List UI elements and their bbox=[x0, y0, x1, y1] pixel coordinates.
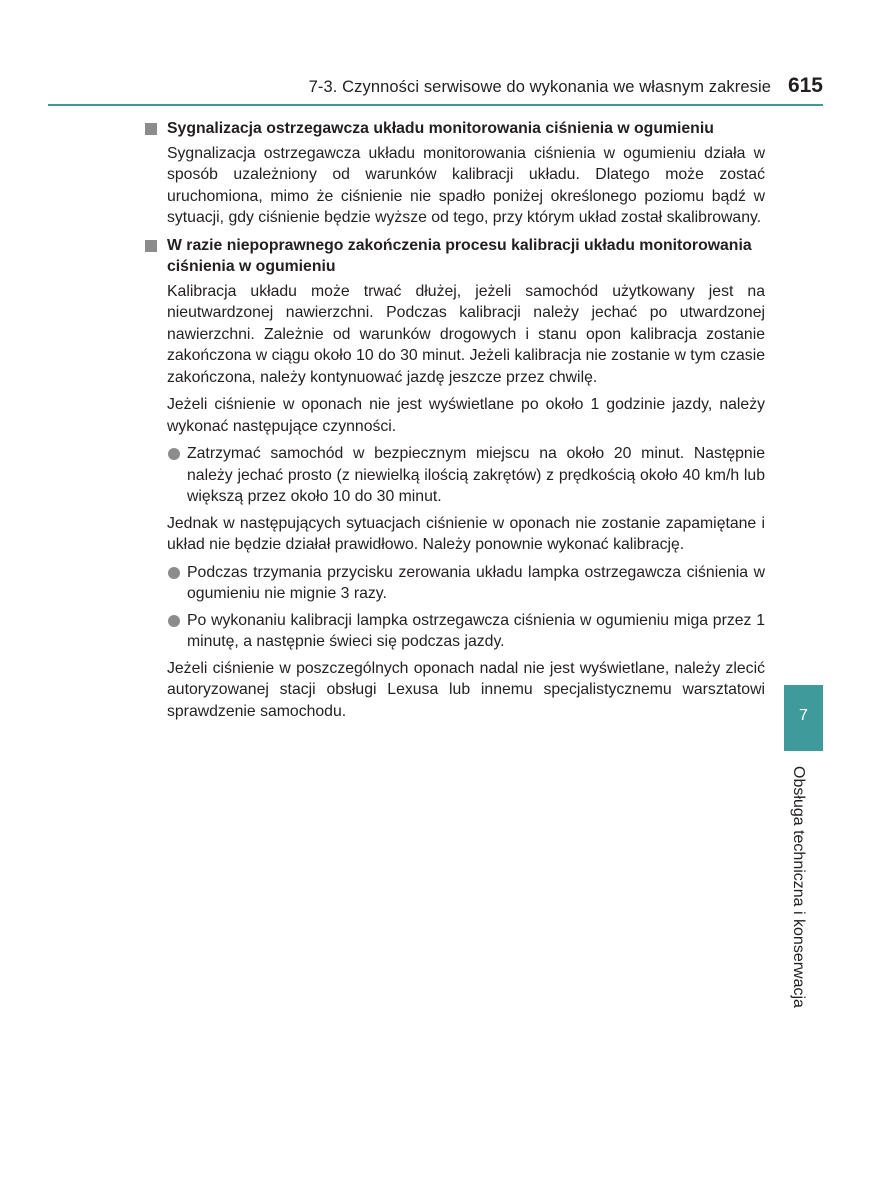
page-number: 615 bbox=[787, 74, 823, 97]
chapter-number: 7 bbox=[799, 707, 808, 724]
paragraph: Sygnalizacja ostrzegawcza układu monitorowania ciśnienia w ogumieniu działa w sposób uzależniony od warunków kalibracji układu. Dlatego może zostać uruchomiona, mimo że ciśnienie nie spadło poniżej określonego poziomu bądź w sytuacji, gdy ciśnienie będzie wyższe od tego, przy którym układ został skalibrowany. bbox=[167, 144, 765, 226]
paragraph: Jeżeli ciśnienie w poszczególnych oponach nadal nie jest wyświetlane, należy zlecić autoryzowanej stacji obsługi Lexusa lub innemu specjalistycznemu warsztatowi sprawdzenie samochodu. bbox=[167, 659, 765, 720]
list-item-text: Zatrzymać samochód w bezpiecznym miejscu na około 20 minut. Następnie należy jechać prosto (z niewielką ilością zakrętów) z prędkością około 40 km/h lub większą przez około 10 do 30 minut. bbox=[187, 445, 765, 505]
list-item bbox=[145, 443, 765, 508]
list-item-text: Podczas trzymania przycisku zerowania układu lampka ostrzegawcza ciśnienia w ogumieniu nie mignie 3 razy. bbox=[187, 563, 765, 602]
page-header bbox=[48, 74, 823, 106]
list-item-text: Po wykonaniu kalibracji lampka ostrzegawcza ciśnienia w ogumieniu miga przez 1 minutę, a następnie świeci się podczas jazdy. bbox=[187, 611, 765, 650]
page-content bbox=[145, 118, 765, 728]
section-heading bbox=[145, 235, 765, 278]
section-heading bbox=[145, 118, 765, 140]
paragraph: Jeżeli ciśnienie w oponach nie jest wyświetlane po około 1 godzinie jazdy, należy wykonać następujące czynności. bbox=[167, 396, 765, 435]
section-heading-text: Sygnalizacja ostrzegawcza układu monitorowania ciśnienia w ogumieniu bbox=[167, 120, 714, 137]
circle-bullet-icon bbox=[168, 567, 180, 579]
square-bullet-icon bbox=[145, 123, 157, 135]
chapter-tab bbox=[784, 685, 823, 751]
square-bullet-icon bbox=[145, 240, 157, 252]
paragraph: Kalibracja układu może trwać dłużej, jeżeli samochód użytkowany jest na nieutwardzonej nawierzchni. Podczas kalibracji należy jechać po utwardzonej nawierzchni. Zależnie od warunków drogowych i stanu opon kalibracja zostanie zakończona w ciągu około 10 do 30 minut. Jeżeli kalibracja nie zostanie w tym czasie zakończona, należy kontynuować jazdę jeszcze przez chwilę. bbox=[167, 282, 765, 386]
circle-bullet-icon bbox=[168, 615, 180, 627]
chapter-title-vertical: Obsługa techniczna i konserwacja bbox=[790, 766, 807, 1008]
list-item bbox=[145, 562, 765, 605]
list-item bbox=[145, 610, 765, 653]
paragraph: Jednak w następujących sytuacjach ciśnienie w oponach nie zostanie zapamiętane i układ nie będzie działał prawidłowo. Należy ponownie wykonać kalibrację. bbox=[167, 514, 765, 553]
section-heading-text: W razie niepoprawnego zakończenia procesu kalibracji układu monitorowania ciśnienia w ogumieniu bbox=[167, 236, 752, 275]
header-title: 7-3. Czynności serwisowe do wykonania we własnym zakresie bbox=[308, 78, 771, 96]
circle-bullet-icon bbox=[168, 448, 180, 460]
